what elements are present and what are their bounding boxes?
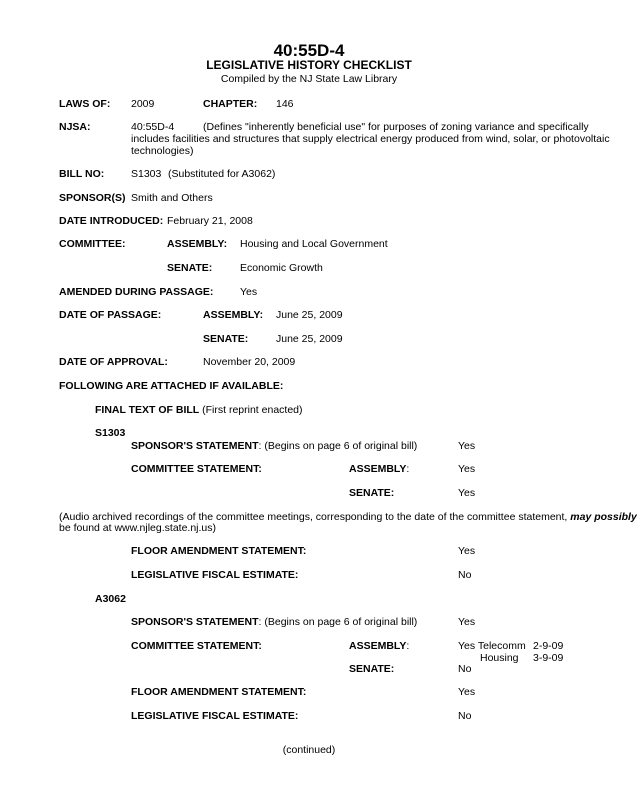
chapter-label: CHAPTER:: [203, 98, 258, 110]
a3062-senate-value: No: [458, 663, 472, 675]
a3062-assembly-row: [349, 640, 409, 653]
a3062-assembly-value: Yes Telecomm: [458, 640, 526, 652]
s1303-assembly-label: ASSEMBLY: [349, 463, 407, 475]
passage-assembly-label: ASSEMBLY:: [203, 309, 264, 321]
njsa-citation: 40:55D-4: [131, 121, 175, 133]
amended-label: AMENDED DURING PASSAGE:: [59, 286, 214, 298]
committee-senate-label: SENATE:: [167, 262, 213, 274]
s1303-assembly-value: Yes: [458, 463, 476, 475]
passage-label: DATE OF PASSAGE:: [59, 309, 162, 321]
a3062-sponsor-note: : (Begins on page 6 of original bill): [258, 616, 418, 628]
final-text-row: [95, 404, 303, 417]
njsa-description-line2: includes facilities and structures that supply electrical energy produced from wind, solar, or photovoltaic: [131, 133, 610, 145]
a3062-fiscal-label: LEGISLATIVE FISCAL ESTIMATE:: [131, 710, 299, 722]
page-title: 40:55D-4: [273, 41, 345, 60]
final-text-label: FINAL TEXT OF BILL: [95, 404, 200, 416]
s1303-senate-value: Yes: [458, 487, 476, 499]
a3062-assembly-date1: 2-9-09: [533, 640, 564, 652]
s1303-sponsor-value: Yes: [458, 440, 476, 452]
audio-note-text: (Audio archived recordings of the committee meetings, corresponding to the date of the committee statement,: [59, 511, 568, 523]
chapter-value: 146: [276, 98, 294, 110]
a3062-floor-value: Yes: [458, 686, 476, 698]
s1303-floor-label: FLOOR AMENDMENT STATEMENT:: [131, 545, 307, 557]
committee-label: COMMITTEE:: [59, 238, 126, 250]
audio-note-emphasis: may possibly: [570, 511, 637, 523]
a3062-fiscal-value: No: [458, 710, 472, 722]
laws-of-label: LAWS OF:: [59, 98, 111, 110]
passage-senate-value: June 25, 2009: [276, 333, 343, 345]
s1303-sponsor-note: : (Begins on page 6 of original bill): [258, 440, 418, 452]
a3062-assembly-date2: 3-9-09: [533, 652, 564, 664]
s1303-sponsor-row: [131, 440, 417, 453]
a3062-committee-label: COMMITTEE STATEMENT:: [131, 640, 262, 652]
audio-note-line2: be found at www.njleg.state.nj.us): [59, 522, 217, 534]
sponsors-value: Smith and Others: [131, 192, 213, 204]
following-heading: FOLLOWING ARE ATTACHED IF AVAILABLE:: [59, 380, 284, 392]
bill-no-value: S1303: [131, 168, 162, 180]
njsa-label: NJSA:: [59, 121, 91, 133]
passage-senate-label: SENATE:: [203, 333, 249, 345]
s1303-committee-label: COMMITTEE STATEMENT:: [131, 463, 262, 475]
s1303-sponsor-label: SPONSOR'S STATEMENT: [131, 440, 259, 452]
laws-of-value: 2009: [131, 98, 155, 110]
a3062-assembly-value2: Housing: [480, 652, 519, 664]
s1303-heading: S1303: [95, 427, 126, 439]
a3062-sponsor-label: SPONSOR'S STATEMENT: [131, 616, 259, 628]
a3062-heading: A3062: [95, 593, 126, 605]
amended-value: Yes: [240, 286, 258, 298]
s1303-fiscal-value: No: [458, 569, 472, 581]
final-text-note: (First reprint enacted): [202, 404, 303, 416]
continued-note: (continued): [282, 744, 336, 756]
committee-assembly-label: ASSEMBLY:: [167, 238, 228, 250]
s1303-senate-label: SENATE:: [349, 487, 395, 499]
s1303-fiscal-label: LEGISLATIVE FISCAL ESTIMATE:: [131, 569, 299, 581]
a3062-sponsor-value: Yes: [458, 616, 476, 628]
compiled-by: Compiled by the NJ State Law Library: [220, 73, 398, 85]
committee-assembly-value: Housing and Local Government: [240, 238, 388, 250]
page-subtitle: LEGISLATIVE HISTORY CHECKLIST: [206, 58, 412, 72]
a3062-sponsor-row: [131, 616, 417, 629]
s1303-floor-value: Yes: [458, 545, 476, 557]
a3062-senate-label: SENATE:: [349, 663, 395, 675]
sponsors-label: SPONSOR(S): [59, 192, 126, 204]
approval-label: DATE OF APPROVAL:: [59, 356, 168, 368]
date-introduced-label: DATE INTRODUCED:: [59, 215, 164, 227]
a3062-assembly-colon: :: [406, 640, 410, 652]
date-introduced-value: February 21, 2008: [167, 215, 253, 227]
s1303-assembly-colon: :: [406, 463, 410, 475]
committee-senate-value: Economic Growth: [240, 262, 323, 274]
bill-no-label: BILL NO:: [59, 168, 105, 180]
a3062-floor-label: FLOOR AMENDMENT STATEMENT:: [131, 686, 307, 698]
approval-value: November 20, 2009: [203, 356, 296, 368]
njsa-description-line3: technologies): [131, 145, 194, 157]
njsa-description: (Defines "inherently beneficial use" for purposes of zoning variance and specifically: [203, 121, 589, 133]
s1303-assembly-row: [349, 463, 409, 476]
bill-no-note: (Substituted for A3062): [168, 168, 276, 180]
passage-assembly-value: June 25, 2009: [276, 309, 343, 321]
a3062-assembly-label: ASSEMBLY: [349, 640, 407, 652]
